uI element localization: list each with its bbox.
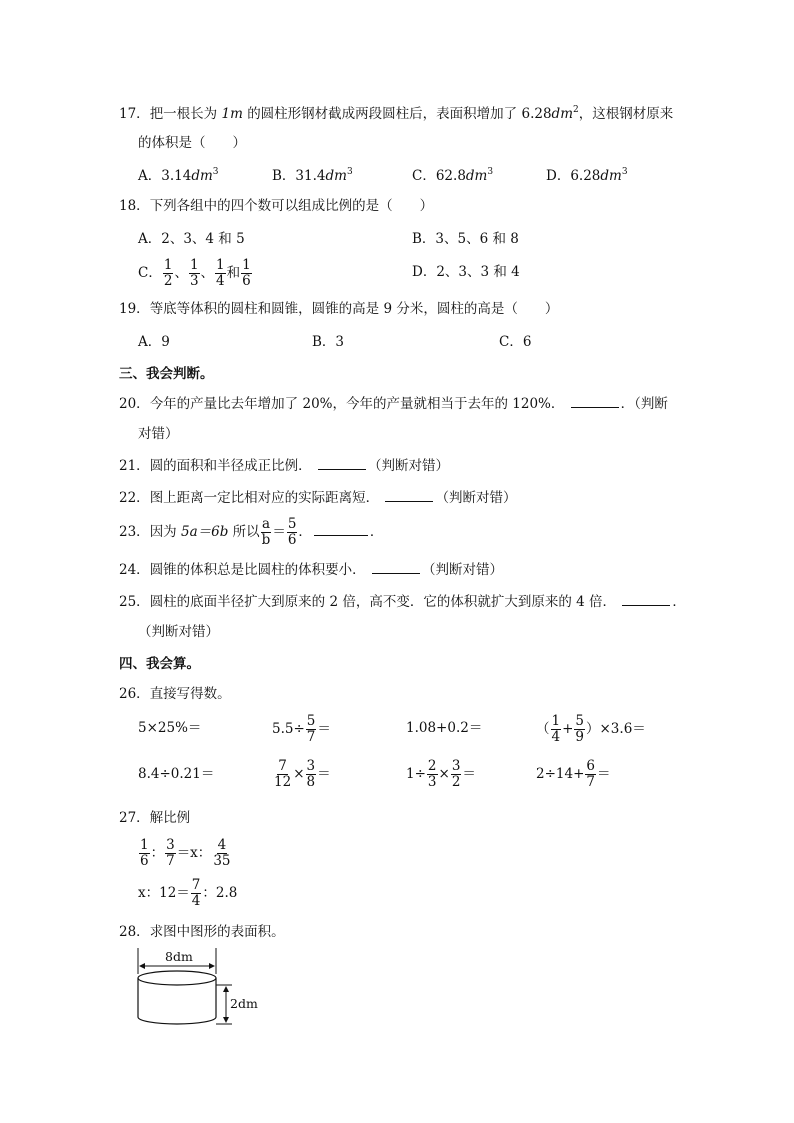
expression-text: （ <box>536 721 550 737</box>
cylinder-top-ellipse <box>138 971 216 985</box>
answer-blank[interactable] <box>372 560 420 574</box>
expression-text: ＝ <box>462 766 476 782</box>
question-text: 的圆柱形钢材截成两段圆柱后，表面积增加了 <box>247 106 518 122</box>
option-label: C． <box>138 265 162 281</box>
question-text: 圆锥的体积总是比圆柱的体积要小． <box>149 562 366 578</box>
denominator: 7 <box>586 774 595 790</box>
cylinder-bottom-arc <box>138 1017 216 1024</box>
question-text: 今年的产量比去年增加了 20%，今年的产量就相当于去年的 120%． <box>149 396 565 412</box>
expression-text: x：12＝ <box>138 885 190 901</box>
expression-text: 2÷14+ <box>536 766 585 782</box>
q25-line1 <box>119 592 686 612</box>
question-number: 28． <box>119 924 150 940</box>
proportion-equation-1 <box>138 836 233 870</box>
judge-hint: ．（判断 <box>620 396 668 412</box>
q27-line <box>119 808 190 828</box>
option-unit: dm <box>600 168 622 184</box>
q25-line2: （判断对错） <box>138 624 219 640</box>
question-text: 求图中图形的表面积。 <box>149 924 285 940</box>
q21-line <box>119 456 449 476</box>
expression-text: 5.5÷ <box>272 721 305 737</box>
fraction <box>273 759 292 790</box>
q19-option-b[interactable]: B．3 <box>312 334 345 350</box>
judge-hint: （判断对错） <box>435 490 517 506</box>
punctuation: ． <box>298 524 312 540</box>
question-text: 图上距离一定比相对应的实际距离短． <box>149 490 380 506</box>
diameter-label: 8dm <box>165 949 193 964</box>
numerator: 6 <box>586 758 595 774</box>
option-value: 6.28 <box>570 168 601 184</box>
calc-item <box>536 759 610 790</box>
fraction <box>451 759 462 790</box>
question-number: 23． <box>119 524 150 540</box>
question-number: 24． <box>119 562 150 578</box>
question-text: 圆柱的底面半径扩大到原来的 2 倍，高不变．它的体积就扩大到原来的 4 倍． <box>149 594 617 610</box>
q17-line2: 的体积是（ ） <box>138 135 246 151</box>
fraction <box>139 838 150 869</box>
q17-option-d[interactable] <box>546 166 628 186</box>
option-exponent: 3 <box>621 167 628 177</box>
denominator: 2 <box>451 774 461 790</box>
fraction <box>427 759 438 790</box>
option-unit: dm <box>325 168 347 184</box>
fraction <box>191 878 202 909</box>
option-unit: dm <box>465 168 488 184</box>
q20-line2: 对错） <box>138 426 179 442</box>
q19-option-c[interactable]: C．6 <box>499 334 532 350</box>
equals-sign: ＝ <box>272 524 286 540</box>
question-text: 圆的面积和半径成正比例． <box>149 458 312 474</box>
area-exponent: 2 <box>573 105 579 115</box>
numerator: 1 <box>140 837 149 853</box>
calc-item: 1.08+0.2＝ <box>406 720 483 736</box>
q26-line <box>119 684 231 704</box>
denominator: 3 <box>189 273 199 289</box>
fraction <box>306 759 317 790</box>
q18-option-b[interactable]: B．3、5、6 和 8 <box>412 231 519 247</box>
fraction <box>574 714 585 745</box>
question-text: 直接写得数。 <box>149 686 231 702</box>
option-value: 3.14 <box>161 168 192 184</box>
numerator: 7 <box>278 758 287 774</box>
answer-blank[interactable] <box>385 488 433 502</box>
option-exponent: 3 <box>487 167 494 177</box>
q23-line <box>119 517 383 548</box>
numerator: 1 <box>216 257 225 273</box>
section-heading: 四、我会算。 <box>119 656 200 672</box>
denominator: 35 <box>213 853 231 869</box>
length-unit: m <box>230 106 243 122</box>
cylinder-diagram <box>128 946 268 1028</box>
numerator: 3 <box>306 758 316 774</box>
denominator: 6 <box>287 532 297 548</box>
option-exponent: 3 <box>212 167 219 177</box>
judge-hint: （判断对错） <box>367 458 449 474</box>
expression-text: 1÷ <box>406 766 426 782</box>
equation: 5a＝6b <box>180 524 229 540</box>
calc-item <box>272 714 331 745</box>
fraction <box>306 714 317 745</box>
option-exponent: 3 <box>346 167 353 177</box>
q28-line <box>119 922 285 942</box>
denominator: 7 <box>306 729 316 745</box>
q19-line1 <box>119 299 558 319</box>
q18-option-a[interactable]: A．2、3、4 和 5 <box>138 231 245 247</box>
q20-line1 <box>119 394 668 414</box>
denominator: 9 <box>575 729 584 745</box>
calc-item <box>536 714 646 745</box>
fraction <box>287 517 298 548</box>
question-number: 19． <box>119 301 150 317</box>
question-number: 18． <box>119 198 150 214</box>
denominator: 4 <box>551 729 561 745</box>
question-number: 26． <box>119 686 150 702</box>
denominator: 3 <box>427 774 437 790</box>
denominator: 4 <box>216 273 225 289</box>
expression-text: ＝x： <box>176 845 212 861</box>
option-value: 31.4 <box>295 168 326 184</box>
area-value: 6.28 <box>521 106 552 122</box>
expression-text: ＝ <box>317 721 331 737</box>
calc-item <box>406 759 476 790</box>
option-label: C． <box>412 168 436 184</box>
question-number: 21． <box>119 458 150 474</box>
answer-blank[interactable] <box>571 394 619 408</box>
punctuation: ． <box>672 594 686 610</box>
question-number: 20． <box>119 396 150 412</box>
plus-sign: + <box>562 721 574 737</box>
fraction <box>585 759 596 790</box>
option-label: A． <box>138 168 162 184</box>
numerator: 3 <box>451 758 461 774</box>
question-number: 17． <box>119 106 150 122</box>
ratio-colon: ： <box>150 845 165 861</box>
numerator: 2 <box>427 758 437 774</box>
fraction <box>212 838 231 869</box>
times-sign: × <box>438 766 450 782</box>
question-text: 下列各组中的四个数可以组成比例的是（ ） <box>149 198 434 214</box>
proportion-equation-2 <box>138 876 237 910</box>
q18-option-d[interactable]: D．2、3、3 和 4 <box>412 264 520 280</box>
fraction <box>189 258 200 289</box>
q17-option-c[interactable] <box>412 166 493 186</box>
question-number: 22． <box>119 490 150 506</box>
option-value: 62.8 <box>435 168 466 184</box>
q24-line <box>119 560 503 580</box>
q17-option-a[interactable] <box>138 166 219 186</box>
option-unit: dm <box>191 168 213 184</box>
q17-line1 <box>119 104 673 124</box>
denominator: 4 <box>191 893 201 909</box>
question-number: 27． <box>119 810 150 826</box>
punctuation: ． <box>369 524 384 540</box>
length-value: 1 <box>221 106 231 122</box>
numerator: 7 <box>191 877 201 893</box>
option-label: B． <box>272 168 296 184</box>
denominator: b <box>261 532 271 548</box>
expression-text: ＝ <box>596 766 611 782</box>
numerator: 5 <box>287 516 297 532</box>
question-text: ，这根钢材原来 <box>578 106 674 122</box>
q18-option-c[interactable] <box>138 258 253 289</box>
numerator: 5 <box>575 713 584 729</box>
answer-blank[interactable] <box>622 592 670 606</box>
q18-line1 <box>119 196 433 216</box>
question-text: 把一根长为 <box>149 106 218 122</box>
separator: 、 <box>200 265 215 281</box>
conjunction: 和 <box>226 265 241 281</box>
question-text: 所以 <box>228 524 260 540</box>
calc-item <box>272 759 331 790</box>
expression-text: ）×3.6＝ <box>586 721 646 737</box>
denominator: 8 <box>306 774 316 790</box>
answer-blank[interactable] <box>318 456 366 470</box>
denominator: 6 <box>242 273 251 289</box>
numerator: 1 <box>242 257 251 273</box>
denominator: 2 <box>163 273 173 289</box>
fraction <box>241 258 252 289</box>
numerator: 5 <box>306 713 316 729</box>
question-number: 25． <box>119 594 150 610</box>
fraction <box>163 258 174 289</box>
question-text: 等底等体积的圆柱和圆锥，圆锥的高是 9 分米，圆柱的高是（ ） <box>149 301 559 317</box>
numerator: a <box>261 516 271 532</box>
height-label: 2dm <box>230 996 258 1011</box>
q22-line <box>119 488 516 508</box>
question-text: 因为 <box>149 524 181 540</box>
fraction <box>261 517 272 548</box>
expression-text: ：2.8 <box>202 885 238 901</box>
q17-option-b[interactable] <box>272 166 353 186</box>
denominator: 12 <box>274 774 292 790</box>
calc-item: 8.4÷0.21＝ <box>138 766 215 782</box>
times-sign: × <box>293 766 305 782</box>
fraction <box>165 838 176 869</box>
fraction <box>215 258 226 289</box>
numerator: 4 <box>217 837 227 853</box>
option-label: D． <box>546 168 571 184</box>
section-heading: 三、我会判断。 <box>119 366 214 382</box>
expression-text: ＝ <box>317 766 331 782</box>
denominator: 6 <box>140 853 149 869</box>
q19-option-a[interactable]: A．9 <box>138 334 170 350</box>
answer-blank[interactable] <box>314 522 368 536</box>
numerator: 3 <box>166 837 175 853</box>
denominator: 7 <box>166 853 175 869</box>
numerator: 1 <box>189 257 199 273</box>
judge-hint: （判断对错） <box>421 562 503 578</box>
fraction <box>551 714 562 745</box>
question-text: 解比例 <box>149 810 191 826</box>
area-unit: dm <box>551 106 573 122</box>
numerator: 1 <box>551 713 561 729</box>
separator: 、 <box>174 265 188 281</box>
calc-item: 5×25%＝ <box>138 720 202 736</box>
numerator: 1 <box>163 257 173 273</box>
